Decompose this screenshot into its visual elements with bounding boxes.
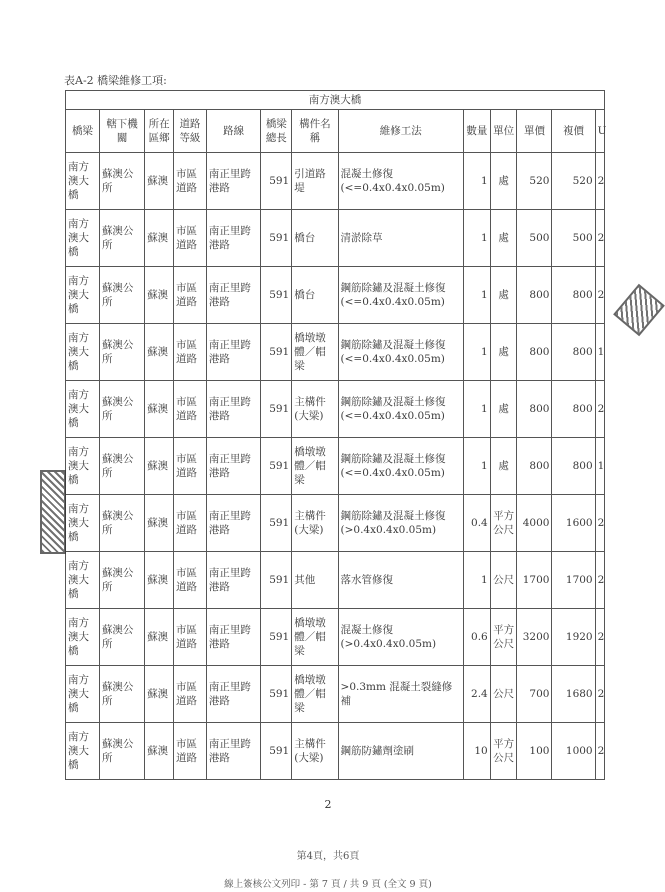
cell-bridge: 南方澳大橋 [66,324,100,381]
cell-repair-method: 鋼筋除鏽及混凝土修復(>0.4x0.4x0.05m) [338,495,463,552]
cell-total-price: 1000 [552,723,595,780]
cell-total-price: 1920 [552,609,595,666]
cell-u: 2 [595,723,604,780]
cell-total-price: 800 [552,438,595,495]
seal-stamp-left [40,470,66,554]
cell-total-price: 1700 [552,552,595,609]
cell-route: 南正里跨港路 [206,495,261,552]
cell-bridge: 南方澳大橋 [66,666,100,723]
cell-bridge: 南方澳大橋 [66,552,100,609]
cell-quantity: 0.6 [464,609,491,666]
cell-bridge-length: 591 [261,552,292,609]
cell-quantity: 2.4 [464,666,491,723]
cell-unit-price: 520 [517,153,552,210]
cell-route: 南正里跨港路 [206,381,261,438]
cell-repair-method: 落水管修復 [338,552,463,609]
cell-unit-price: 3200 [517,609,552,666]
cell-bridge-length: 591 [261,267,292,324]
cell-unit-price: 4000 [517,495,552,552]
cell-bridge: 南方澳大橋 [66,210,100,267]
cell-unit: 處 [490,381,517,438]
cell-district: 蘇澳 [145,552,174,609]
cell-unit-price: 1700 [517,552,552,609]
header-repair-method: 維修工法 [338,110,463,153]
cell-bridge: 南方澳大橋 [66,723,100,780]
cell-road-class: 市區道路 [173,495,206,552]
cell-quantity: 10 [464,723,491,780]
cell-u: 2 [595,666,604,723]
header-bridge: 橋梁 [66,110,100,153]
cell-district: 蘇澳 [145,324,174,381]
cell-component: 主構件(大梁) [292,723,338,780]
table-row [66,666,605,723]
cell-repair-method: 鋼筋除鏽及混凝土修復(<=0.4x0.4x0.05m) [338,381,463,438]
cell-quantity: 1 [464,438,491,495]
cell-component: 引道路堤 [292,153,338,210]
cell-unit-price: 800 [517,381,552,438]
cell-agency: 蘇澳公所 [99,438,144,495]
cell-road-class: 市區道路 [173,210,206,267]
cell-repair-method: 清淤除草 [338,210,463,267]
cell-bridge-length: 591 [261,324,292,381]
cell-route: 南正里跨港路 [206,552,261,609]
header-route: 路線 [206,110,261,153]
table-row [66,267,605,324]
cell-unit: 處 [490,153,517,210]
cell-road-class: 市區道路 [173,267,206,324]
cell-bridge: 南方澳大橋 [66,267,100,324]
header-row [66,110,605,153]
cell-road-class: 市區道路 [173,609,206,666]
cell-agency: 蘇澳公所 [99,609,144,666]
cell-bridge: 南方澳大橋 [66,438,100,495]
cell-unit-price: 800 [517,324,552,381]
header-road-class: 道路等級 [173,110,206,153]
cell-route: 南正里跨港路 [206,267,261,324]
cell-route: 南正里跨港路 [206,723,261,780]
cell-quantity: 1 [464,324,491,381]
page-number: 2 [324,798,332,811]
cell-unit: 公尺 [490,666,517,723]
cell-quantity: 0.4 [464,495,491,552]
cell-unit-price: 500 [517,210,552,267]
cell-quantity: 1 [464,210,491,267]
cell-unit: 處 [490,438,517,495]
cell-component: 主構件(大梁) [292,495,338,552]
cell-repair-method: 鋼筋除鏽及混凝土修復(<=0.4x0.4x0.05m) [338,324,463,381]
cell-total-price: 500 [552,210,595,267]
cell-u: 2 [595,381,604,438]
cell-repair-method: 混凝土修復(>0.4x0.4x0.05m) [338,609,463,666]
cell-repair-method: >0.3mm 混凝土裂縫修補 [338,666,463,723]
cell-unit: 平方公尺 [490,609,517,666]
cell-repair-method: 混凝土修復(<=0.4x0.4x0.05m) [338,153,463,210]
cell-component: 橋墩墩體／帽梁 [292,324,338,381]
cell-u: 1 [595,324,604,381]
cell-district: 蘇澳 [145,381,174,438]
cell-quantity: 1 [464,267,491,324]
cell-route: 南正里跨港路 [206,324,261,381]
header-quantity: 數量 [464,110,491,153]
table-row [66,153,605,210]
cell-bridge: 南方澳大橋 [66,495,100,552]
table-row [66,723,605,780]
cell-quantity: 1 [464,381,491,438]
table-row [66,552,605,609]
cell-road-class: 市區道路 [173,324,206,381]
cell-road-class: 市區道路 [173,438,206,495]
cell-unit-price: 700 [517,666,552,723]
cell-bridge: 南方澳大橋 [66,153,100,210]
cell-total-price: 800 [552,324,595,381]
table-caption: 表A-2 橋梁維修工項: [64,74,167,87]
cell-route: 南正里跨港路 [206,609,261,666]
cell-u: 1 [595,438,604,495]
cell-bridge: 南方澳大橋 [66,381,100,438]
cell-bridge-length: 591 [261,153,292,210]
cell-bridge-length: 591 [261,495,292,552]
header-bridge-length: 橋梁總長 [261,110,292,153]
table-title: 南方澳大橋 [66,91,605,110]
cell-agency: 蘇澳公所 [99,723,144,780]
cell-quantity: 1 [464,153,491,210]
cell-u: 2 [595,495,604,552]
cell-total-price: 800 [552,381,595,438]
header-agency: 轄下機關 [99,110,144,153]
header-unit-price: 單價 [517,110,552,153]
table-row [66,381,605,438]
cell-district: 蘇澳 [145,438,174,495]
cell-component: 其他 [292,552,338,609]
repair-items-table [65,90,605,780]
cell-unit: 公尺 [490,552,517,609]
cell-total-price: 1680 [552,666,595,723]
cell-road-class: 市區道路 [173,666,206,723]
cell-total-price: 800 [552,267,595,324]
cell-district: 蘇澳 [145,495,174,552]
cell-road-class: 市區道路 [173,153,206,210]
header-component: 構件名稱 [292,110,338,153]
seal-stamp-right [613,284,665,336]
cell-agency: 蘇澳公所 [99,495,144,552]
cell-unit: 平方公尺 [490,495,517,552]
footer-page-count: 第4頁，共6頁 [296,851,360,862]
cell-unit: 平方公尺 [490,723,517,780]
cell-agency: 蘇澳公所 [99,210,144,267]
cell-bridge: 南方澳大橋 [66,609,100,666]
table-row [66,324,605,381]
table-row [66,438,605,495]
cell-component: 主構件(大梁) [292,381,338,438]
cell-u: 2 [595,267,604,324]
cell-route: 南正里跨港路 [206,210,261,267]
cell-agency: 蘇澳公所 [99,381,144,438]
cell-agency: 蘇澳公所 [99,267,144,324]
cell-district: 蘇澳 [145,153,174,210]
cell-component: 橋台 [292,210,338,267]
cell-u: 2 [595,210,604,267]
cell-district: 蘇澳 [145,267,174,324]
cell-district: 蘇澳 [145,666,174,723]
cell-agency: 蘇澳公所 [99,153,144,210]
cell-route: 南正里跨港路 [206,666,261,723]
cell-unit-price: 800 [517,438,552,495]
cell-repair-method: 鋼筋除鏽及混凝土修復(<=0.4x0.4x0.05m) [338,267,463,324]
cell-unit: 處 [490,324,517,381]
cell-road-class: 市區道路 [173,723,206,780]
cell-district: 蘇澳 [145,609,174,666]
footer-print-info: 線上簽核公文列印 - 第 7 頁 / 共 9 頁 (全文 9 頁) [224,879,432,890]
header-unit: 單位 [490,110,517,153]
cell-agency: 蘇澳公所 [99,324,144,381]
cell-bridge-length: 591 [261,609,292,666]
cell-bridge-length: 591 [261,723,292,780]
cell-agency: 蘇澳公所 [99,666,144,723]
cell-total-price: 1600 [552,495,595,552]
cell-component: 橋墩墩體／帽梁 [292,666,338,723]
cell-unit: 處 [490,210,517,267]
cell-route: 南正里跨港路 [206,153,261,210]
table-row [66,495,605,552]
cell-road-class: 市區道路 [173,552,206,609]
cell-u: 2 [595,552,604,609]
cell-district: 蘇澳 [145,210,174,267]
header-total-price: 複價 [552,110,595,153]
cell-u: 2 [595,153,604,210]
cell-bridge-length: 591 [261,381,292,438]
cell-repair-method: 鋼筋防鏽劑塗刷 [338,723,463,780]
header-district: 所在區鄉 [145,110,174,153]
cell-component: 橋墩墩體／帽梁 [292,609,338,666]
cell-component: 橋墩墩體／帽梁 [292,438,338,495]
table-row [66,609,605,666]
cell-component: 橋台 [292,267,338,324]
cell-district: 蘇澳 [145,723,174,780]
cell-bridge-length: 591 [261,210,292,267]
cell-unit: 處 [490,267,517,324]
cell-total-price: 520 [552,153,595,210]
cell-quantity: 1 [464,552,491,609]
cell-agency: 蘇澳公所 [99,552,144,609]
cell-repair-method: 鋼筋除鏽及混凝土修復(<=0.4x0.4x0.05m) [338,438,463,495]
header-u: U [595,110,604,153]
cell-road-class: 市區道路 [173,381,206,438]
cell-unit-price: 800 [517,267,552,324]
cell-u: 2 [595,609,604,666]
cell-bridge-length: 591 [261,438,292,495]
cell-bridge-length: 591 [261,666,292,723]
cell-unit-price: 100 [517,723,552,780]
cell-route: 南正里跨港路 [206,438,261,495]
table-row [66,210,605,267]
